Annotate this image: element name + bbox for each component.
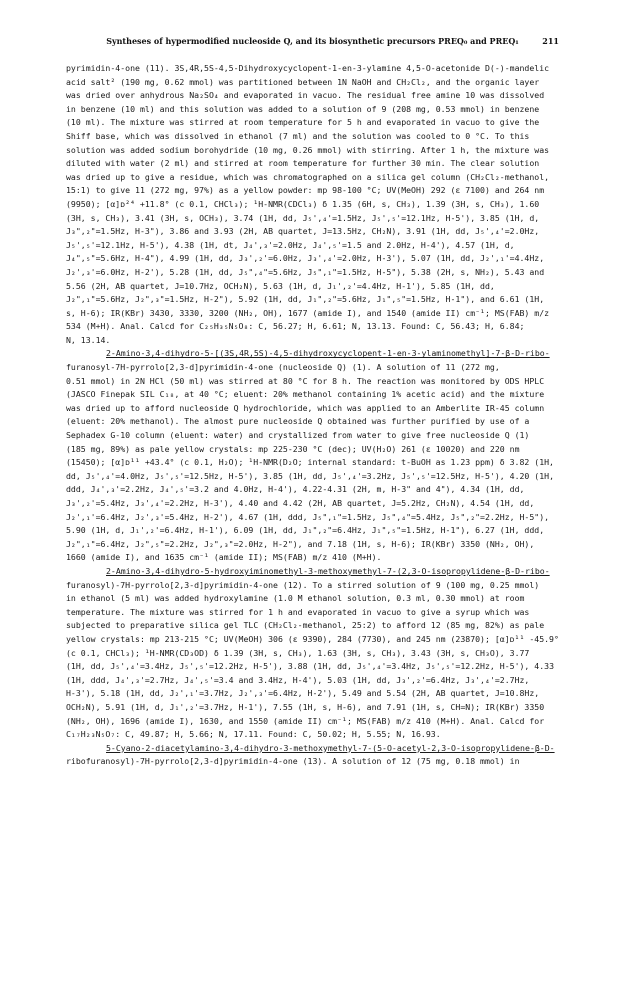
page-number: 211 bbox=[542, 36, 559, 46]
compound-heading-line: 2-Amino-3,4-dihydro-5-hydroxyiminomethyl-3-methoxymethyl-7-(2,3-O-isopropylidene-β-D-ribo- bbox=[106, 565, 550, 576]
text-line: J₃",₂"=1.5Hz, H-3"), 3.86 and 3.93 (2H, AB quartet, J=13.5Hz, CH₂N), 3.91 (1H, dd, J₅',₄'=2.0Hz, bbox=[66, 226, 540, 237]
text-line: ddd, J₄',₃'=2.2Hz, J₄',₅'=3.2 and 4.0Hz, H-4'), 4.22-4.31 (2H, m, H-3" and 4"), 4.34 (1H, dd, bbox=[66, 484, 525, 495]
text-line: (9950); [α]ᴅ²⁴ +11.8° (c 0.1, CHCl₃); ¹H-NMR(CDCl₃) δ 1.35 (6H, s, CH₃), 1.39 (3H, s, CH₃), 1.60 bbox=[66, 198, 540, 209]
text-line: subjected to preparative silica gel TLC (CH₂Cl₂-methanol, 25:2) to afford 12 (85 mg, 82%) as pale bbox=[66, 620, 545, 631]
text-line: N, 13.14. bbox=[66, 334, 111, 345]
text-line: in benzene (10 ml) and this solution was added to a solution of 9 (208 mg, 0.53 mmol) in benzene bbox=[66, 103, 540, 114]
text-line: (185 mg, 89%) as pale yellow crystals: mp 225-230 °C (dec); UV(H₂O) 261 (ε 10020) and 220 nm bbox=[66, 443, 520, 454]
text-line: J₂',₃'=6.0Hz, H-2'), 5.28 (1H, dd, J₅",₄"=5.6Hz, J₅",₁"=1.5Hz, H-5"), 5.38 (2H, s, NH₂), 5.43 and bbox=[66, 266, 545, 277]
text-line: (3H, s, CH₃), 3.41 (3H, s, OCH₃), 3.74 (1H, dd, J₅',₄'=1.5Hz, J₅',₅'=12.1Hz, H-5'), 3.85 (1H, d, bbox=[66, 212, 540, 223]
text-line: J₅',₅'=12.1Hz, H-5'), 4.38 (1H, dt, J₄',₃'=2.0Hz, J₄',₅'=1.5 and 2.0Hz, H-4'), 4.57 (1H, d, bbox=[66, 239, 515, 250]
text-line: dd, J₅',₄'=4.0Hz, J₅',₅'=12.5Hz, H-5'), 3.85 (1H, dd, J₅',₄'=3.2Hz, J₅',₅'=12.5Hz, H-5'), 4.20 (1H, bbox=[66, 470, 554, 481]
text-line: (eluent: 20% methanol). The almost pure nucleoside Q obtained was further purified by use of a bbox=[66, 416, 530, 427]
text-line: (1H, ddd, J₄',₃'=2.7Hz, J₄',₅'=3.4 and 3.4Hz, H-4'), 5.03 (1H, dd, J₃',₂'=6.4Hz, J₃',₄'=2.7Hz, bbox=[66, 674, 530, 685]
text-line: was dried over anhydrous Na₂SO₄ and evaporated in vacuo. The residual free amine 10 was dissolved bbox=[66, 90, 545, 101]
text-line: J₂",₁"=6.4Hz, J₂",₅"=2.2Hz, J₂",₃"=2.0Hz, H-2"), and 7.18 (1H, s, H-6); IR(KBr) 3350 (NH₂, OH), bbox=[66, 538, 535, 549]
text-line: J₄",₅"=5.6Hz, H-4"), 4.99 (1H, dd, J₃',₂'=6.0Hz, J₃',₄'=2.0Hz, H-3'), 5.07 (1H, dd, J₂',₁'=4.4Hz, bbox=[66, 253, 545, 264]
text-line: Sephadex G-10 column (eluent: water) and crystallized from water to give free nucleoside Q (1) bbox=[66, 430, 530, 441]
text-line: 15:1) to give 11 (272 mg, 97%) as a yellow powder: mp 98-100 °C; UV(MeOH) 292 (ε 7100) and 264 nm bbox=[66, 185, 545, 196]
text-line: solution was added sodium borohydride (10 mg, 0.26 mmol) with stirring. After 1 h, the mixture was bbox=[66, 144, 550, 155]
text-line: 0.51 mmol) in 2N HCl (50 ml) was stirred at 80 °C for 8 h. The reaction was monitored by ODS HPLC bbox=[66, 375, 545, 386]
text-line: furanosyl)-7H-pyrrolo[2,3-d]pyrimidin-4-one (12). To a stirred solution of 9 (100 mg, 0.25 mmol) bbox=[66, 579, 540, 590]
text-line: 5.90 (1H, d, J₁',₂'=6.4Hz, H-1'), 6.09 (1H, dd, J₁",₂"=6.4Hz, J₁",₅"=1.5Hz, H-1"), 6.27 (1H, ddd, bbox=[66, 525, 545, 536]
text-line: H-3'), 5.18 (1H, dd, J₂',₁'=3.7Hz, J₂',₃'=6.4Hz, H-2'), 5.49 and 5.54 (2H, AB quartet, J=10.8Hz, bbox=[66, 688, 540, 699]
text-line: furanosyl-7H-pyrrolo[2,3-d]pyrimidin-4-one (nucleoside Q) (1). A solution of 11 (272 mg, bbox=[66, 362, 500, 373]
running-title: Syntheses of hypermodified nucleoside Q, and its biosynthetic precursors PREQ₀ and PREQ₁ bbox=[106, 36, 519, 46]
text-line: acid salt² (190 mg, 0.62 mmol) was partitioned between 1N NaOH and CH₂Cl₂, and the organic layer bbox=[66, 76, 540, 87]
text-line: (JASCO Finepak SIL C₁₈, at 40 °C; eluent: 20% methanol containing 1% acetic acid) and the mixture bbox=[66, 389, 545, 400]
text-line: Shiff base, which was dissolved in ethanol (7 ml) and the solution was cooled to 0 °C. To this bbox=[66, 130, 530, 141]
text-line: pyrimidin-4-one (11). 3S,4R,5S-4,5-Dihydroxycyclopent-1-en-3-ylamine 4,5-O-acetonide D(-)-mandelic bbox=[66, 63, 550, 73]
text-line: was dried up to afford nucleoside Q hydrochloride, which was applied to an Amberlite IR-45 column bbox=[66, 402, 545, 413]
text-line: in ethanol (5 ml) was added hydroxylamine (1.0 M ethanol solution, 0.3 ml, 0.30 mmol) at room bbox=[66, 593, 525, 604]
text-line: J₃',₂'=5.4Hz, J₃',₄'=2.2Hz, H-3'), 4.40 and 4.42 (2H, AB quartet, J=5.2Hz, CH₂N), 4.54 (1H, dd, bbox=[66, 498, 535, 508]
text-line: temperature. The mixture was stirred for 1 h and evaporated in vacuo to give a syrup which was bbox=[66, 606, 530, 617]
text-line: (NH₂, OH), 1696 (amide I), 1630, and 1550 (amide II) cm⁻¹; MS(FAB) m/z 410 (M+H). Anal. Calcd for bbox=[66, 715, 545, 726]
text-line: (1H, dd, J₅',₄'=3.4Hz, J₅',₅'=12.2Hz, H-5'), 3.88 (1H, dd, J₅',₄'=3.4Hz, J₅',₅'=12.2Hz, H-5'), 4.33 bbox=[66, 661, 554, 672]
text-line: s, H-6); IR(KBr) 3430, 3330, 3200 (NH₂, OH), 1677 (amide I), and 1540 (amide II) cm⁻¹; MS(FAB) m/z bbox=[66, 307, 550, 318]
text-line: 534 (M+H). Anal. Calcd for C₂₅H₃₅N₅O₈: C, 56.27; H, 6.61; N, 13.13. Found: C, 56.43; H, 6.84; bbox=[66, 321, 525, 332]
text-line: OCH₂N), 5.91 (1H, d, J₁',₂'=3.7Hz, H-1'), 7.55 (1H, s, H-6), and 7.91 (1H, s, CH=N); IR(KBr) 3350 bbox=[66, 701, 545, 712]
text-line: yellow crystals: mp 213-215 °C; UV(MeOH) 306 (ε 9390), 284 (7730), and 245 nm (23870); [α]ᴅ¹¹ -45.9° bbox=[66, 633, 559, 644]
text-line: ribofuranosyl)-7H-pyrrolo[2,3-d]pyrimidin-4-one (13). A solution of 12 (75 mg, 0.18 mmol) in bbox=[66, 756, 520, 767]
text-line: (c 0.1, CHCl₃); ¹H-NMR(CD₃OD) δ 1.39 (3H, s, CH₃), 1.63 (3H, s, CH₃), 3.43 (3H, s, CH₃O), 3.77 bbox=[66, 647, 530, 658]
experimental-text bbox=[66, 62, 559, 769]
text-line: J₂',₁'=6.4Hz, J₂',₃'=5.4Hz, H-2'), 4.67 (1H, ddd, J₅",₁"=1.5Hz, J₅",₄"=5.4Hz, J₅",₂"=2.2Hz, H-5"), bbox=[66, 511, 550, 522]
text-line: (10 ml). The mixture was stirred at room temperature for 5 h and evaporated in vacuo to give the bbox=[66, 117, 540, 128]
text-line: 5.56 (2H, AB quartet, J=10.7Hz, OCH₂N), 5.63 (1H, d, J₁',₂'=4.4Hz, H-1'), 5.85 (1H, dd, bbox=[66, 280, 495, 291]
text-line: J₂",₁"=5.6Hz, J₂",₃"=1.5Hz, H-2"), 5.92 (1H, dd, J₁",₂"=5.6Hz, J₁",₅"=1.5Hz, H-1"), and 6.61 (1H, bbox=[66, 294, 545, 305]
text-line: C₁₇H₂₃N₅O₇: C, 49.87; H, 5.66; N, 17.11. Found: C, 50.02; H, 5.55; N, 16.93. bbox=[66, 729, 441, 740]
running-header bbox=[66, 36, 559, 50]
compound-heading-line: 2-Amino-3,4-dihydro-5-[(3S,4R,5S)-4,5-dihydroxycyclopent-1-en-3-ylaminomethyl]-7-β-D-ribo- bbox=[106, 348, 550, 359]
text-line: diluted with water (2 ml) and stirred at room temperature for further 30 min. The clear solution bbox=[66, 158, 540, 169]
text-line: (15450); [α]ᴅ¹¹ +43.4° (c 0.1, H₂O); ¹H-NMR(D₂O; internal standard: t-BuOH as 1.23 ppm) δ 3.82 (1H, bbox=[66, 457, 554, 468]
text-line: 1660 (amide I), and 1635 cm⁻¹ (amide II); MS(FAB) m/z 410 (M+H). bbox=[66, 552, 382, 563]
text-line: was dried up to give a residue, which was chromatographed on a silica gel column (CH₂Cl₂-methanol, bbox=[66, 171, 550, 182]
compound-heading-line: 5-Cyano-2-diacetylamino-3,4-dihydro-3-methoxymethyl-7-(5-O-acetyl-2,3-O-isopropylidene-β-D- bbox=[106, 742, 555, 753]
